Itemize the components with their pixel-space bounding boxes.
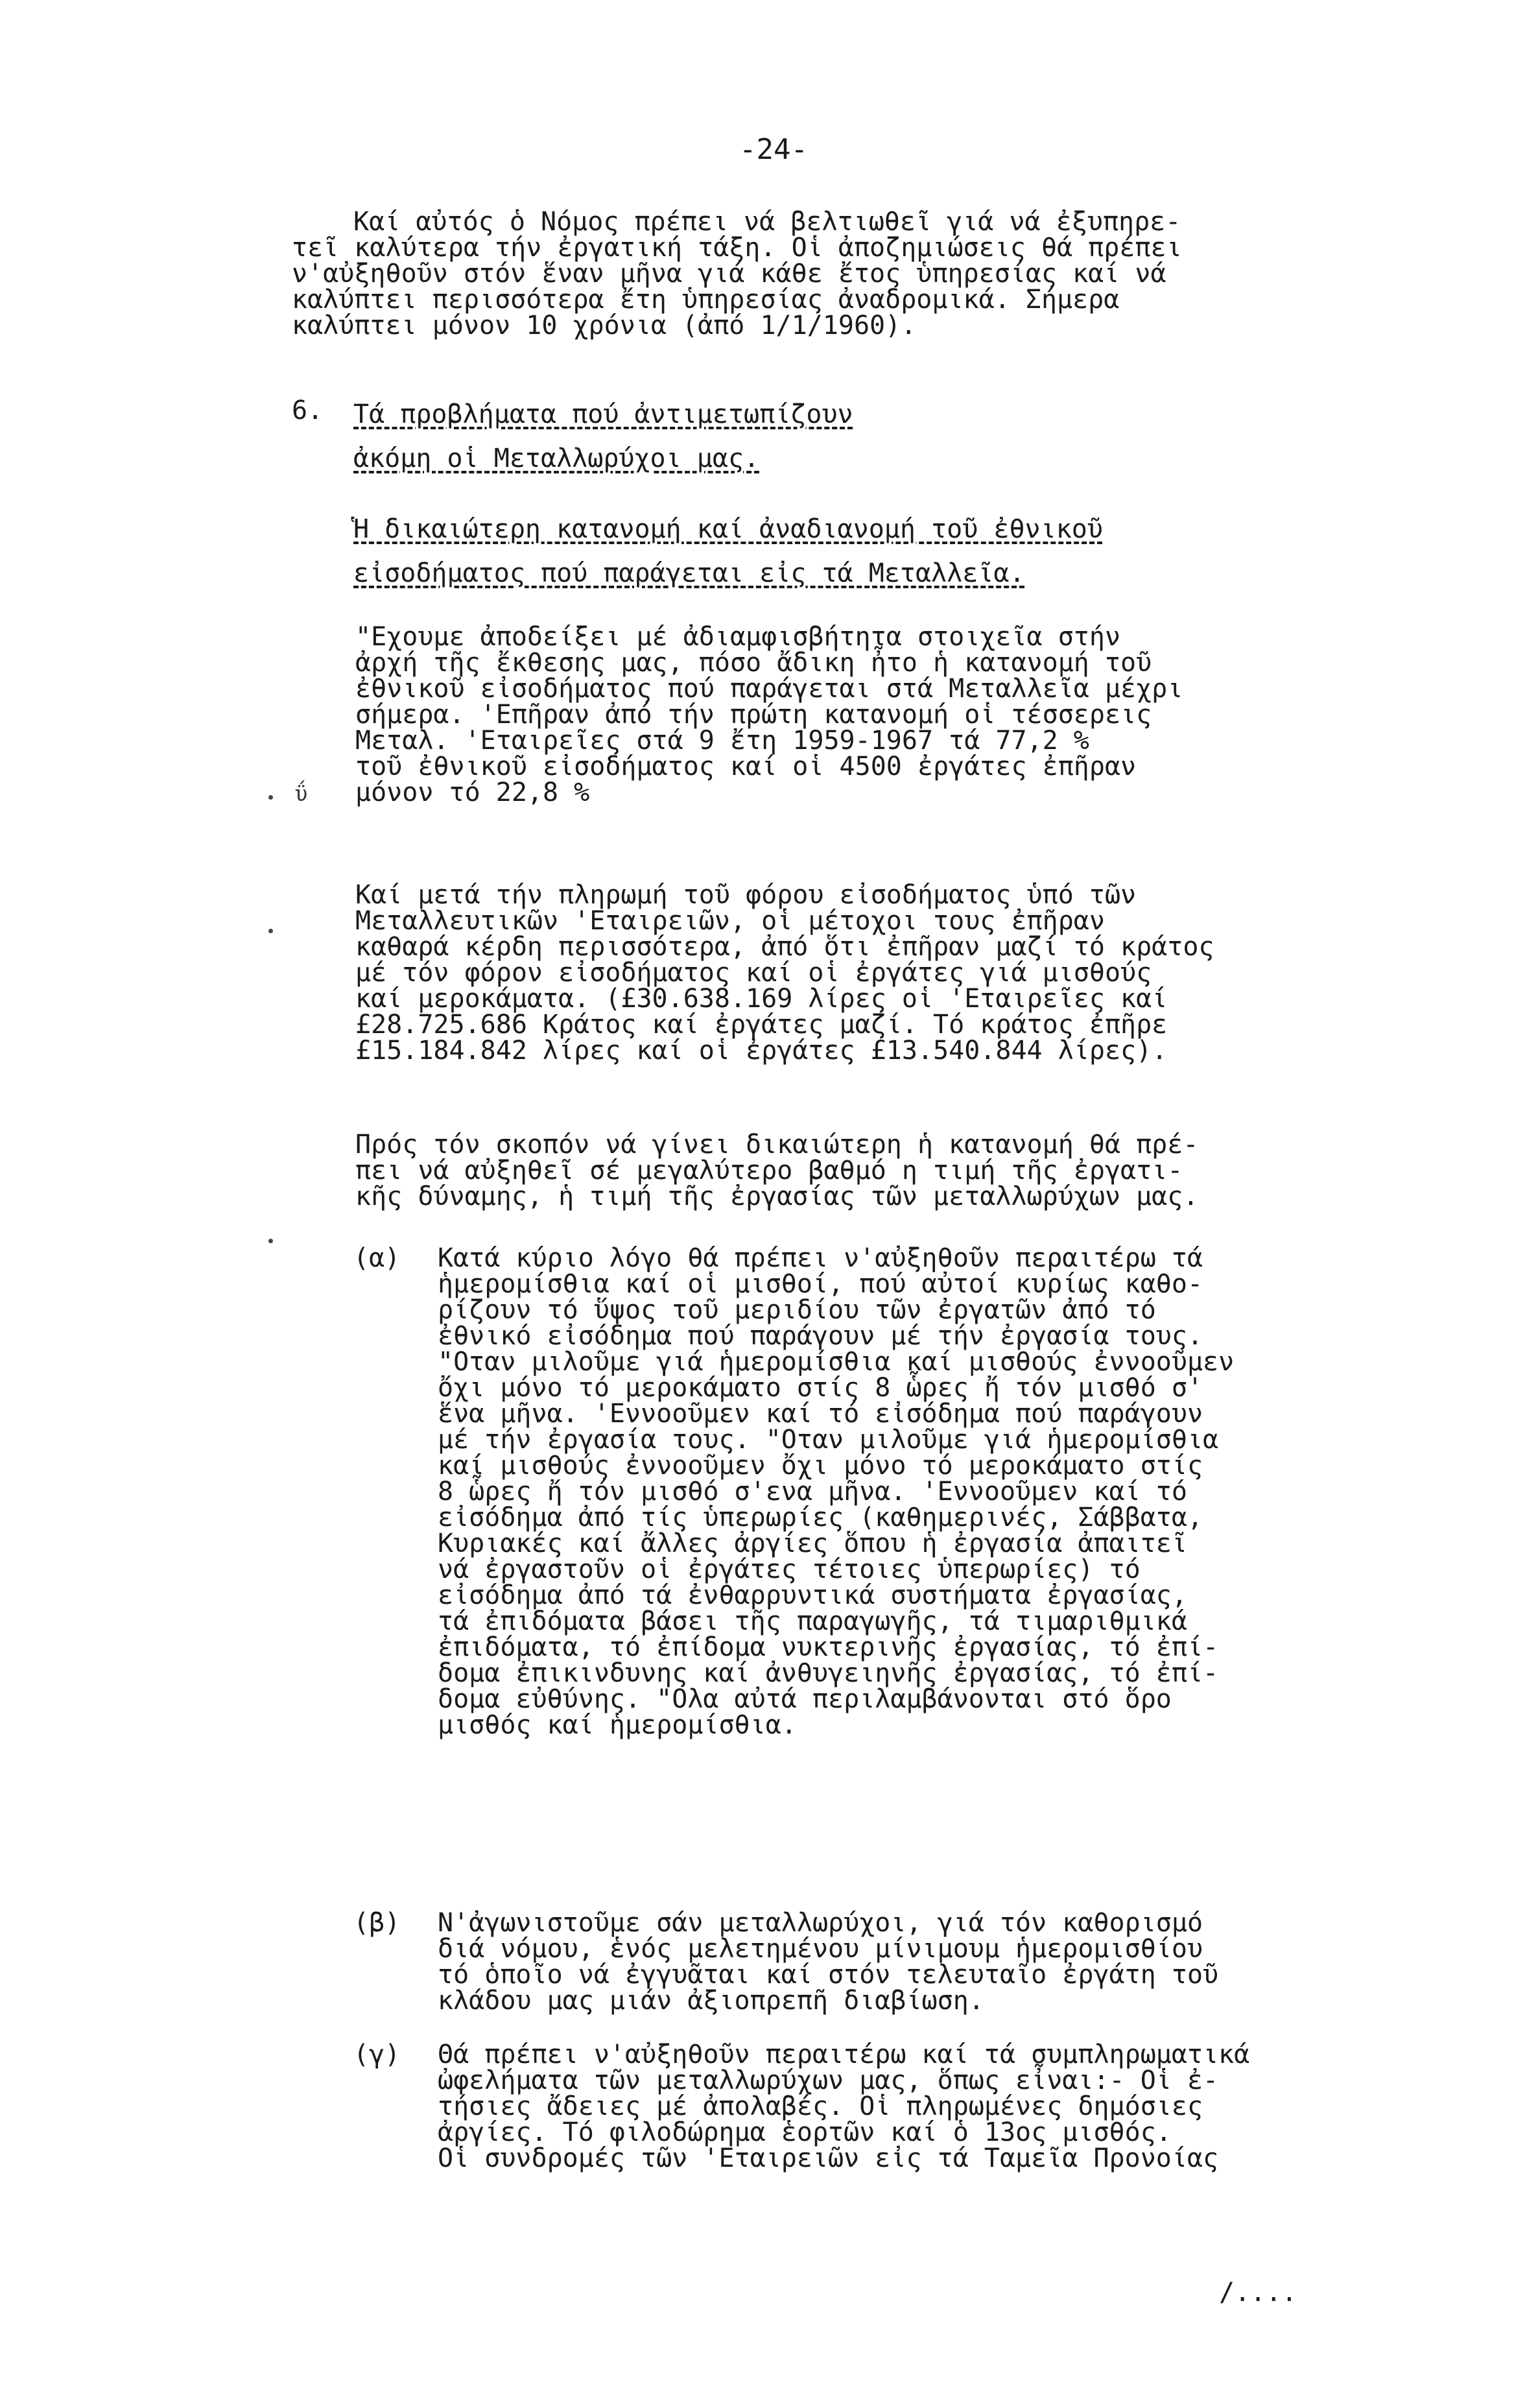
text-line: εἰσόδημα ἀπό τίς ὑπερωρίες (καθημερινές, Σάββατα, [438,1503,1203,1532]
text-line: τεῖ καλύτερα τήν ἐργατική τάξη. Οἱ ἀποζημιώσεις θά πρέπει [292,233,1182,263]
text-line: 8 ὧρες ἤ τόν μισθό σ'ενα μῆνα. 'Εννοοῦμεν καί τό [438,1477,1187,1507]
text-line: καλύπτει περισσότερα ἔτη ὑπηρεσίας ἀναδρομικά. Σήμερα [292,285,1120,315]
paragraph-2 [355,882,1497,1064]
intro-paragraph [292,207,1495,340]
text-line: ὠφελήματα τῶν μεταλλωρύχων μας, ὅπως εἶναι:- Οἱ ἐ- [438,2066,1219,2095]
margin-dot [268,929,273,933]
section-title [353,392,853,481]
text-line: πει νά αὐξηθεῖ σέ μεγαλύτερο βαθμό η τιμή τῆς ἐργατι- [355,1156,1183,1186]
section-number: 6. [292,396,324,425]
paragraph-1 [355,624,1497,805]
continuation-mark: /.... [1219,2278,1297,2307]
text-line: Μεταλλευτικῶν 'Εταιρειῶν, οἱ μέτοχοι τους ἐπῆραν [355,906,1105,936]
text-line: καί μεροκάματα. (£30.638.169 λίρες οἱ 'Εταιρεῖες καί [355,984,1168,1014]
text-line: ἡμερομίσθια καί οἱ μισθοί, πού αὐτοί κυρίως καθο- [438,1269,1203,1299]
text-line: ν'αὐξηθοῦν στόν ἕναν μῆνα γιά κάθε ἔτος ὑπηρεσίας καί νά [292,259,1166,289]
text-line: καλύπτει μόνον 10 χρόνια (ἀπό 1/1/1960). [292,311,917,340]
text-line: ρίζουν τό ὕψος τοῦ μεριδίου τῶν ἐργατῶν ἀπό τό [438,1295,1156,1325]
text-line: μόνον τό 22,8 % [355,778,590,807]
text-line: κλάδου μας μιάν ἀξιοπρεπῆ διαβίωση. [438,1986,984,2016]
text-line: Καί αὐτός ὁ Νόμος πρέπει νά βελτιωθεῖ γιά νά ἐξυπηρε- [353,207,1181,237]
list-item [438,1910,1501,2014]
text-line: Ν'ἀγωνιστοῦμε σάν μεταλλωρύχοι, γιά τόν καθορισμό [438,1908,1203,1938]
list-item-marker: (β) [353,1908,401,1938]
subheading [353,507,1103,595]
text-line: τά ἐπιδόματα βάσει τῆς παραγωγῆς, τά τιμαριθμικά [438,1606,1187,1636]
text-line: δομα εὐθύνης. "Ολα αὐτά περιλαμβάνονται στό ὅρο [438,1684,1172,1714]
text-line: τοῦ ἐθνικοῦ εἰσοδήματος καί οἱ 4500 ἐργάτες ἐπῆραν [355,752,1137,781]
text-line: μέ τήν ἐργασία τους. "Οταν μιλοῦμε γιά ἡμερομίσθια [438,1425,1219,1455]
text-line: £15.184.842 λίρες καί οἱ ἐργάτες £13.540.844 λίρες). [355,1036,1168,1066]
text-line: Θά πρέπει ν'αὐξηθοῦν περαιτέρω καί τά συμπληρωματικά [438,2040,1250,2069]
text-line: ὄχι μόνο τό μεροκάματο στίς 8 ὧρες ἤ τόν μισθό σ' [438,1373,1203,1403]
text-line: δομα ἐπικινδυνης καί ἀνθυγειηνῆς ἐργασίας, τό ἐπί- [438,1658,1219,1688]
list-item-marker: (γ) [353,2040,401,2069]
text-line: ἕνα μῆνα. 'Εννοοῦμεν καί τό εἰσόδημα πού παράγουν [438,1399,1203,1429]
text-line: Κατά κύριο λόγο θά πρέπει ν'αὐξηθοῦν περαιτέρω τά [438,1243,1203,1273]
list-item-marker: (α) [353,1243,401,1273]
section-title-line: ἀκόμη οἱ Μεταλλωρύχοι μας. [353,444,760,473]
text-line: "Εχουμε ἀποδείξει μέ ἀδιαμφισβήτητα στοιχεῖα στήν [355,622,1121,652]
margin-mark: ΰ [295,781,308,806]
text-line: ἀρχή τῆς ἔκθεσης μας, πόσο ἄδικη ἦτο ἡ κατανομή τοῦ [355,648,1152,678]
text-line: νά ἐργαστοῦν οἱ ἐργάτες τέτοιες ὑπερωρίες) τό [438,1555,1141,1584]
margin-dot [268,795,273,800]
text-line: εἰσόδημα ἀπό τά ἐνθαρρυντικά συστήματα ἐργασίας, [438,1580,1187,1610]
page-number: -24- [739,133,808,166]
text-line: "Οταν μιλοῦμε γιά ἡμερομίσθια καί μισθούς ἐννοοῦμεν [438,1347,1235,1377]
text-line: μέ τόν φόρον εἰσοδήματος καί οἱ ἐργάτες γιά μισθούς [355,958,1152,988]
paragraph-3 [355,1132,1497,1210]
text-line: κῆς δύναμης, ἡ τιμή τῆς ἐργασίας τῶν μεταλλωρύχων μας. [355,1182,1199,1211]
text-line: τό ὁποῖο νά ἐγγυᾶται καί στόν τελευταῖο ἐργάτη τοῦ [438,1960,1219,1990]
text-line: καθαρά κέρδη περισσότερα, ἀπό ὅτι ἐπῆραν μαζί τό κράτος [355,932,1214,962]
text-line: ἐπιδόματα, τό ἐπίδομα νυκτερινῆς ἐργασίας, τό ἐπί- [438,1632,1219,1662]
section-title-line: Τά προβλήματα πού ἀντιμετωπίζουν [353,399,853,429]
text-line: Καί μετά τήν πληρωμή τοῦ φόρου εἰσοδήματος ὑπό τῶν [355,880,1137,910]
text-line: σήμερα. 'Επῆραν ἀπό τήν πρώτη κατανομή οἱ τέσσερεις [355,700,1152,730]
subheading-line: Ἡ δικαιώτερη κατανομή καί ἀναδιανομή τοῦ ἐθνικοῦ [353,514,1103,544]
text-line: ἐθνικοῦ εἰσοδήματος πού παράγεται στά Μεταλλεῖα μέχρι [355,674,1183,704]
text-line: μισθός καί ἡμερομίσθια. [438,1710,797,1740]
text-line: καί μισθούς ἐννοοῦμεν ὄχι μόνο τό μεροκάματο στίς [438,1451,1203,1481]
list-item [438,1245,1501,1738]
text-line: Πρός τόν σκοπόν νά γίνει δικαιώτερη ἡ κατανομή θά πρέ- [355,1130,1199,1160]
text-line: £28.725.686 Κράτος καί ἐργάτες μαζί. Τό κράτος ἐπῆρε [355,1010,1168,1040]
text-line: ἀργίες. Τό φιλοδώρημα ἑορτῶν καί ὁ 13ος μισθός. [438,2117,1172,2147]
text-line: ἐθνικό εἰσόδημα πού παράγουν μέ τήν ἐργασία τους. [438,1321,1203,1351]
text-line: Οἱ συνδρομές τῶν 'Εταιρειῶν εἰς τά Ταμεῖα Προνοίας [438,2143,1219,2173]
text-line: Μεταλ. 'Εταιρεῖες στά 9 ἔτη 1959-1967 τά 77,2 % [355,726,1089,756]
margin-dot [268,1239,273,1243]
text-line: τήσιες ἄδειες μέ ἀπολαβές. Οἱ πληρωμένες δημόσιες [438,2092,1203,2121]
text-line: Κυριακές καί ἄλλες ἀργίες ὅπου ἡ ἐργασία ἀπαιτεῖ [438,1529,1187,1558]
subheading-line: εἰσοδήματος πού παράγεται εἰς τά Μεταλλεῖα. [353,558,1025,588]
list-item [438,2042,1501,2171]
text-line: διά νόμου, ἑνός μελετημένου μίνιμουμ ἡμερομισθίου [438,1934,1203,1964]
